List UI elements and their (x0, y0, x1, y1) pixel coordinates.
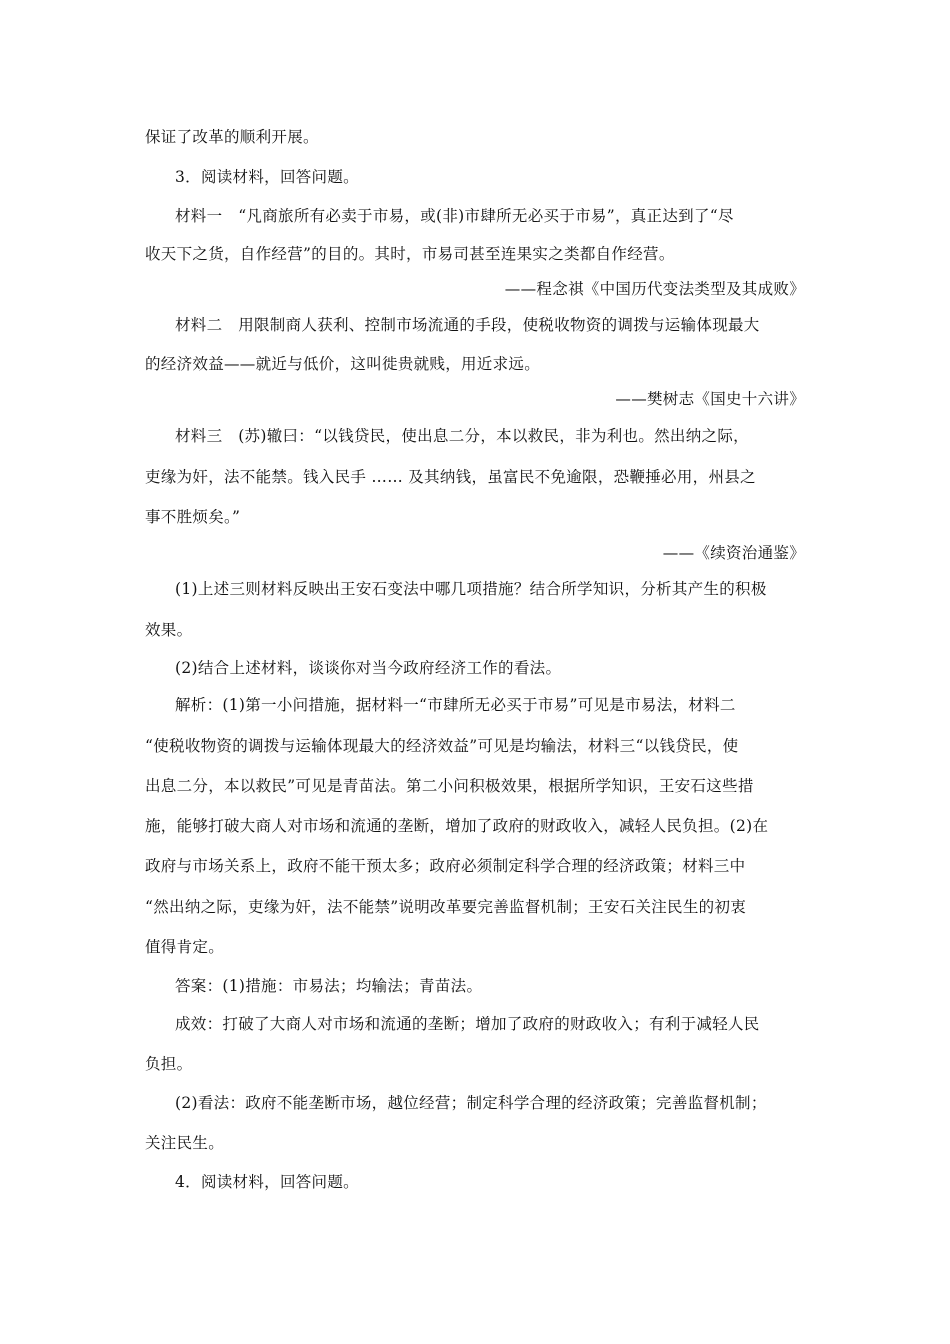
citation: ——樊树志《国史十六讲》 (615, 390, 805, 408)
text-line: 负担。 (145, 1055, 193, 1073)
text-line: 吏缘为奸，法不能禁。钱入民手 …… 及其纳钱，虽富民不免逾限，恐鞭捶必用，州县之 (145, 468, 756, 486)
text-line: (1)上述三则材料反映出王安石变法中哪几项措施？结合所学知识，分析其产生的积极 (175, 580, 767, 598)
text-line: 保证了改革的顺利开展。 (145, 128, 319, 146)
text-line: (2)结合上述材料，谈谈你对当今政府经济工作的看法。 (175, 659, 562, 677)
text-line: 材料一 “凡商旅所有必卖于市易，或(非)市肆所无必买于市易”，真正达到了“尽 (175, 207, 734, 225)
text-line: “然出纳之际，吏缘为奸，法不能禁”说明改革要完善监督机制；王安石关注民生的初衷 (145, 898, 747, 916)
text-line: 效果。 (145, 621, 193, 639)
text-line: 值得肯定。 (145, 938, 225, 956)
text-line: 施，能够打破大商人对市场和流通的垄断，增加了政府的财政收入，减轻人民负担。(2)在 (145, 817, 769, 835)
question-heading: 3．阅读材料，回答问题。 (175, 168, 359, 186)
text-line: 事不胜烦矣。” (145, 508, 241, 526)
citation: ——《续资治通鉴》 (662, 544, 805, 562)
text-line: 关注民生。 (145, 1134, 225, 1152)
text-line: 收天下之货，自作经营”的目的。其时，市易司甚至连果实之类都自作经营。 (145, 245, 675, 263)
text-line: (2)看法：政府不能垄断市场，越位经营；制定科学合理的经济政策；完善监督机制； (175, 1094, 767, 1112)
text-line: 政府与市场关系上，政府不能干预太多；政府必须制定科学合理的经济政策；材料三中 (145, 857, 746, 875)
question-heading: 4．阅读材料，回答问题。 (175, 1173, 359, 1191)
citation: ——程念祺《中国历代变法类型及其成败》 (504, 280, 805, 298)
text-line: 成效：打破了大商人对市场和流通的垄断；增加了政府的财政收入；有利于减轻人民 (175, 1015, 760, 1033)
text-line: 答案：(1)措施：市易法；均输法；青苗法。 (175, 977, 483, 995)
text-line: 的经济效益——就近与低价，这叫徙贵就贱，用近求远。 (145, 355, 541, 373)
text-line: 解析：(1)第一小问措施，据材料一“市肆所无必买于市易”可见是市易法，材料二 (175, 696, 736, 714)
text-line: 材料三 (苏)辙曰：“以钱贷民，使出息二分，本以救民，非为利也。然出纳之际， (175, 427, 749, 445)
text-line: 出息二分，本以救民”可见是青苗法。第二小问积极效果，根据所学知识，王安石这些措 (145, 777, 754, 795)
text-line: 材料二 用限制商人获利、控制市场流通的手段，使税收物资的调拨与运输体现最大 (175, 316, 760, 334)
text-line: “使税收物资的调拨与运输体现最大的经济效益”可见是均输法，材料三“以钱贷民，使 (145, 737, 739, 755)
